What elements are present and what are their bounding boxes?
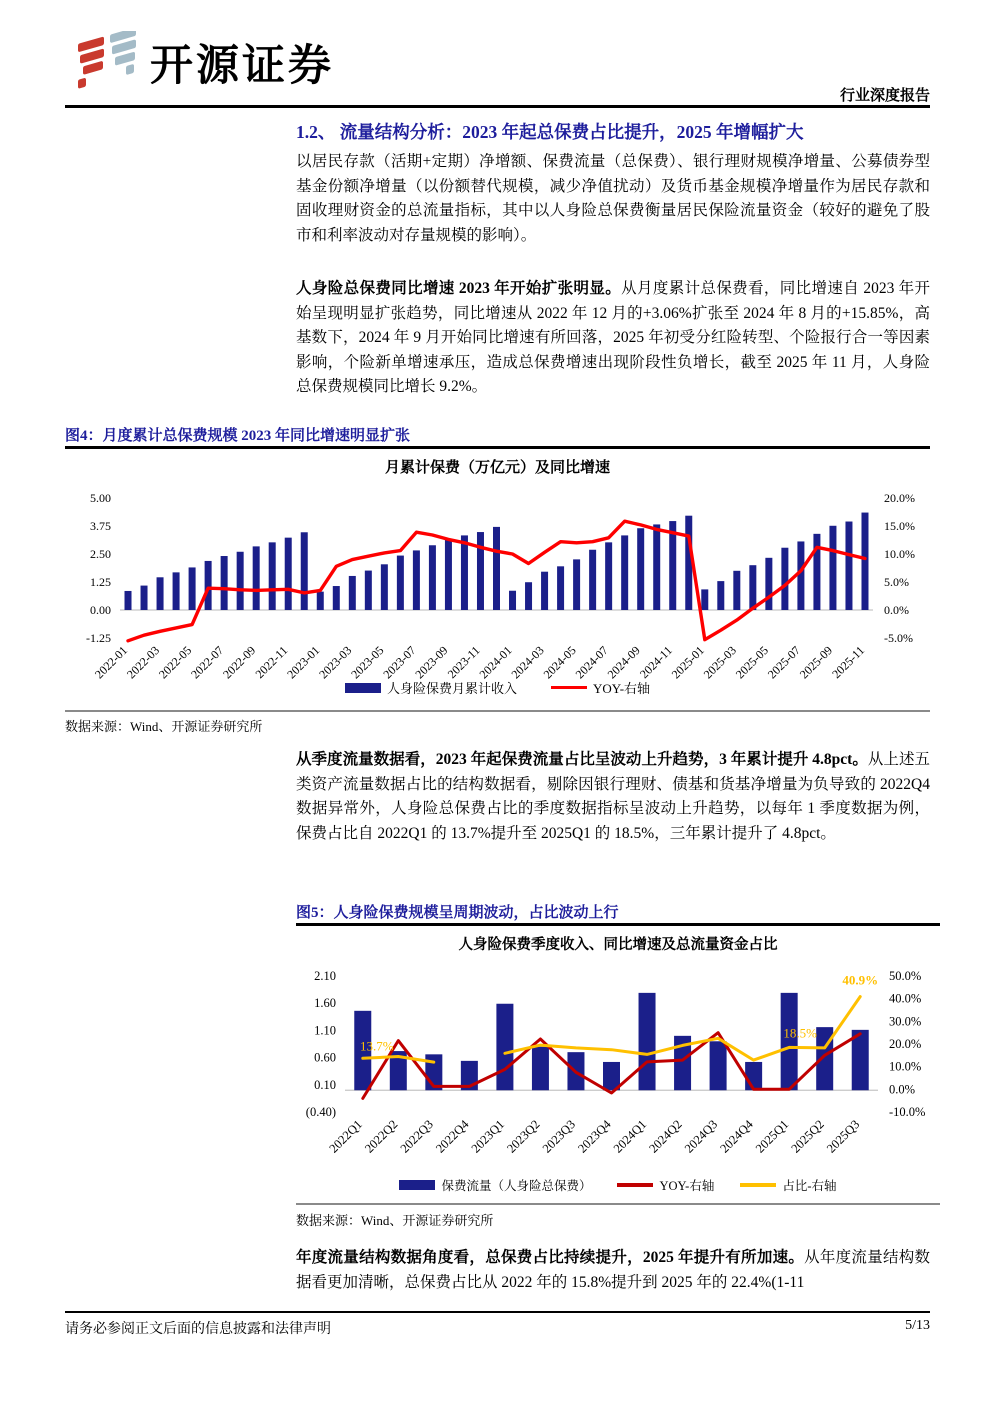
footer-disclaimer: 请务必参阅正文后面的信息披露和法律声明 — [65, 1322, 331, 1337]
figure4-rule — [65, 446, 930, 449]
svg-text:10.0%: 10.0% — [889, 1059, 922, 1074]
svg-text:2.10: 2.10 — [314, 969, 336, 983]
figure4-bottom-rule — [65, 710, 930, 712]
svg-text:0.00: 0.00 — [90, 603, 111, 617]
svg-text:0.60: 0.60 — [314, 1050, 336, 1065]
svg-text:30.0%: 30.0% — [889, 1014, 922, 1029]
svg-text:2024-05: 2024-05 — [540, 643, 579, 682]
paragraph-1-text: 以居民存款（活期+定期）净增额、保费流量（总保费）、银行理财规模净增量、公募债券型基金份额净增量（以份额替代规模，减少净值扰动）及货币基金规模净增量作为居民存款和固收理财资金的总流量指标，其中以人身险总保费衡量居民保险流量资金（较好的避免了股市和利率波动对存量规模的影响）。 — [296, 153, 930, 244]
svg-text:(0.40): (0.40) — [305, 1105, 336, 1119]
paragraph-2-lead: 人身险总保费同比增速 2023 年开始扩张明显。 — [296, 280, 622, 297]
figure5-rule — [296, 923, 940, 926]
figure5-caption: 图5：人身险保费规模呈周期波动，占比波动上行 — [296, 905, 619, 921]
svg-text:2025Q2: 2025Q2 — [788, 1117, 827, 1156]
figure4-caption: 图4：月度累计总保费规模 2023 年同比增速明显扩张 — [65, 428, 411, 444]
chart2-plot — [296, 960, 940, 1175]
chart2-legend-item-premium — [399, 1176, 591, 1194]
svg-text:2023-03: 2023-03 — [316, 643, 355, 682]
svg-text:2022-03: 2022-03 — [123, 643, 163, 682]
paragraph-3 — [296, 748, 930, 846]
line-swatch-icon — [551, 686, 587, 690]
svg-text:2024-03: 2024-03 — [508, 643, 547, 682]
svg-text:2025Q3: 2025Q3 — [823, 1117, 863, 1156]
svg-text:2025-05: 2025-05 — [732, 643, 771, 682]
chart2-legend-label-share: 占比-右轴 — [782, 1179, 837, 1193]
svg-text:2023Q1: 2023Q1 — [468, 1117, 508, 1156]
svg-text:2022Q1: 2022Q1 — [326, 1117, 365, 1156]
chart1-legend-label-yoy: YOY-右轴 — [592, 681, 651, 696]
chart2-legend-label-premium: 保费流量（人身险总保费） — [441, 1179, 592, 1193]
header-rule — [65, 105, 930, 108]
svg-text:2022Q3: 2022Q3 — [397, 1117, 436, 1156]
svg-text:2022Q4: 2022Q4 — [433, 1117, 472, 1156]
svg-text:0.0%: 0.0% — [884, 603, 909, 617]
svg-text:2023-11: 2023-11 — [444, 643, 483, 682]
svg-text:2023-07: 2023-07 — [380, 643, 419, 682]
svg-text:50.0%: 50.0% — [889, 969, 922, 983]
chart1-plot — [65, 478, 930, 686]
svg-text:10.0%: 10.0% — [884, 547, 915, 561]
svg-text:1.10: 1.10 — [314, 1023, 336, 1038]
svg-text:40.0%: 40.0% — [889, 991, 922, 1006]
svg-text:2024Q3: 2024Q3 — [681, 1117, 721, 1156]
paragraph-1 — [296, 150, 930, 248]
footer-page-number: 5/13 — [905, 1318, 930, 1333]
svg-text:2023-01: 2023-01 — [284, 643, 323, 682]
figure5-bottom-rule — [296, 1203, 940, 1205]
paragraph-3-text: 从上述五类资产流量数据占比的结构数据看，剔除因银行理财、债基和货基净增量为负导致的 2022Q4 数据异常外，人身险总保费占比的季度数据指标呈波动上升趋势，以每年 1 季度数据为例，保费占比自 2022Q1 的 13.7%提升至 2025Q1 的 18.5%，三年累计提升了 4.8pct。 — [296, 751, 930, 842]
figure5-source: 数据来源：Wind、开源证券研究所 — [296, 1213, 494, 1228]
svg-text:2022-01: 2022-01 — [91, 643, 131, 682]
paragraph-4-text: 从年度流量结构数据看更加清晰，总保费占比从 2022 年的 15.8%提升到 2025 年的 22.4%(1-11 — [296, 1249, 930, 1291]
chart2-legend — [296, 1176, 940, 1194]
bar-swatch-icon — [399, 1180, 435, 1190]
chart1-legend-item-yoy — [551, 678, 650, 697]
svg-text:0.10: 0.10 — [314, 1077, 336, 1092]
brand-logo — [74, 30, 374, 94]
svg-text:2025-11: 2025-11 — [829, 643, 868, 682]
paragraph-2 — [296, 277, 930, 400]
svg-text:2023Q4: 2023Q4 — [575, 1117, 614, 1156]
svg-text:2023-09: 2023-09 — [412, 643, 451, 682]
svg-text:3.75: 3.75 — [90, 519, 111, 533]
chart2-legend-item-yoy — [617, 1176, 714, 1194]
section-heading: 1.2、 流量结构分析：2023 年起总保费占比提升，2025 年增幅扩大 — [296, 122, 804, 142]
svg-text:-10.0%: -10.0% — [889, 1105, 926, 1119]
svg-text:1.25: 1.25 — [90, 575, 111, 589]
svg-text:2025-09: 2025-09 — [796, 643, 836, 682]
paragraph-4-lead: 年度流量结构数据角度看，总保费占比持续提升，2025 年提升有所加速。 — [296, 1249, 805, 1266]
svg-text:5.0%: 5.0% — [884, 575, 909, 589]
svg-text:2022-07: 2022-07 — [188, 643, 227, 682]
svg-text:2023Q2: 2023Q2 — [504, 1117, 543, 1156]
svg-text:2022-09: 2022-09 — [220, 643, 259, 682]
svg-text:2024-11: 2024-11 — [636, 643, 675, 682]
svg-text:15.0%: 15.0% — [884, 519, 915, 533]
report-type-label: 行业深度报告 — [839, 88, 930, 104]
chart1-legend-label-premium: 人身险保费月累计收入 — [386, 681, 517, 696]
chart2-legend-label-yoy: YOY-右轴 — [659, 1179, 715, 1193]
line-swatch-icon — [617, 1183, 653, 1187]
paragraph-2-text: 从月度累计总保费看，同比增速自 2023 年开始呈现明显扩张趋势，同比增速从 2022 年 12 月的+3.06%扩张至 2024 年 8 月的+15.85%，高基数下，2024 年 9 月开始同比增速有所回落，2025 年初受分红险转型、个险报行合一等因素影响，个险新单增速承压，造成总保费增速出现阶段性负增长，截至 2025 年 11 月，人身险总保费规模同比增长 9.2%。 — [296, 280, 930, 395]
svg-text:2022Q2: 2022Q2 — [362, 1117, 401, 1156]
svg-text:2025-03: 2025-03 — [700, 643, 739, 682]
footer-rule — [65, 1311, 930, 1313]
chart1-title: 月累计保费（万亿元）及同比增速 — [384, 460, 610, 476]
chart2-legend-item-share — [740, 1176, 836, 1194]
svg-text:40.9%: 40.9% — [842, 972, 879, 988]
svg-text:2024-09: 2024-09 — [604, 643, 643, 682]
svg-text:20.0%: 20.0% — [884, 491, 915, 505]
chart1-legend — [65, 678, 930, 697]
svg-text:1.60: 1.60 — [314, 996, 336, 1011]
svg-text:2025Q1: 2025Q1 — [752, 1117, 792, 1156]
svg-text:2024Q1: 2024Q1 — [610, 1117, 650, 1156]
svg-text:5.00: 5.00 — [90, 491, 111, 505]
bar-swatch-icon — [345, 683, 381, 693]
svg-text:2022-11: 2022-11 — [252, 643, 291, 682]
svg-text:2025-01: 2025-01 — [668, 643, 707, 682]
svg-text:2023-05: 2023-05 — [348, 643, 387, 682]
svg-text:0.0%: 0.0% — [889, 1082, 916, 1097]
svg-text:2025-07: 2025-07 — [764, 643, 804, 682]
svg-text:2.50: 2.50 — [90, 547, 111, 561]
svg-text:2023Q3: 2023Q3 — [539, 1117, 579, 1156]
brand-logo-icon — [74, 31, 140, 93]
svg-text:2024Q2: 2024Q2 — [646, 1117, 685, 1156]
paragraph-3-lead: 从季度流量数据看，2023 年起保费流量占比呈波动上升趋势，3 年累计提升 4.8pct。 — [296, 751, 868, 768]
svg-text:18.5%: 18.5% — [783, 1025, 817, 1041]
paragraph-4 — [296, 1246, 930, 1295]
svg-text:2024-07: 2024-07 — [572, 643, 611, 682]
svg-text:-1.25: -1.25 — [86, 631, 111, 645]
brand-name: 开源证券 — [150, 41, 334, 90]
figure4-source: 数据来源：Wind、开源证券研究所 — [65, 719, 263, 734]
chart1-legend-item-premium — [345, 678, 517, 697]
svg-text:2022-05: 2022-05 — [156, 643, 195, 682]
line-swatch-icon — [740, 1183, 776, 1187]
svg-text:2024Q4: 2024Q4 — [717, 1117, 756, 1156]
svg-text:13.7%: 13.7% — [359, 1038, 394, 1054]
svg-text:2024-01: 2024-01 — [476, 643, 515, 682]
chart2-title: 人身险保费季度收入、同比增速及总流量资金占比 — [458, 937, 778, 953]
svg-text:20.0%: 20.0% — [889, 1037, 922, 1051]
svg-text:-5.0%: -5.0% — [884, 631, 913, 645]
